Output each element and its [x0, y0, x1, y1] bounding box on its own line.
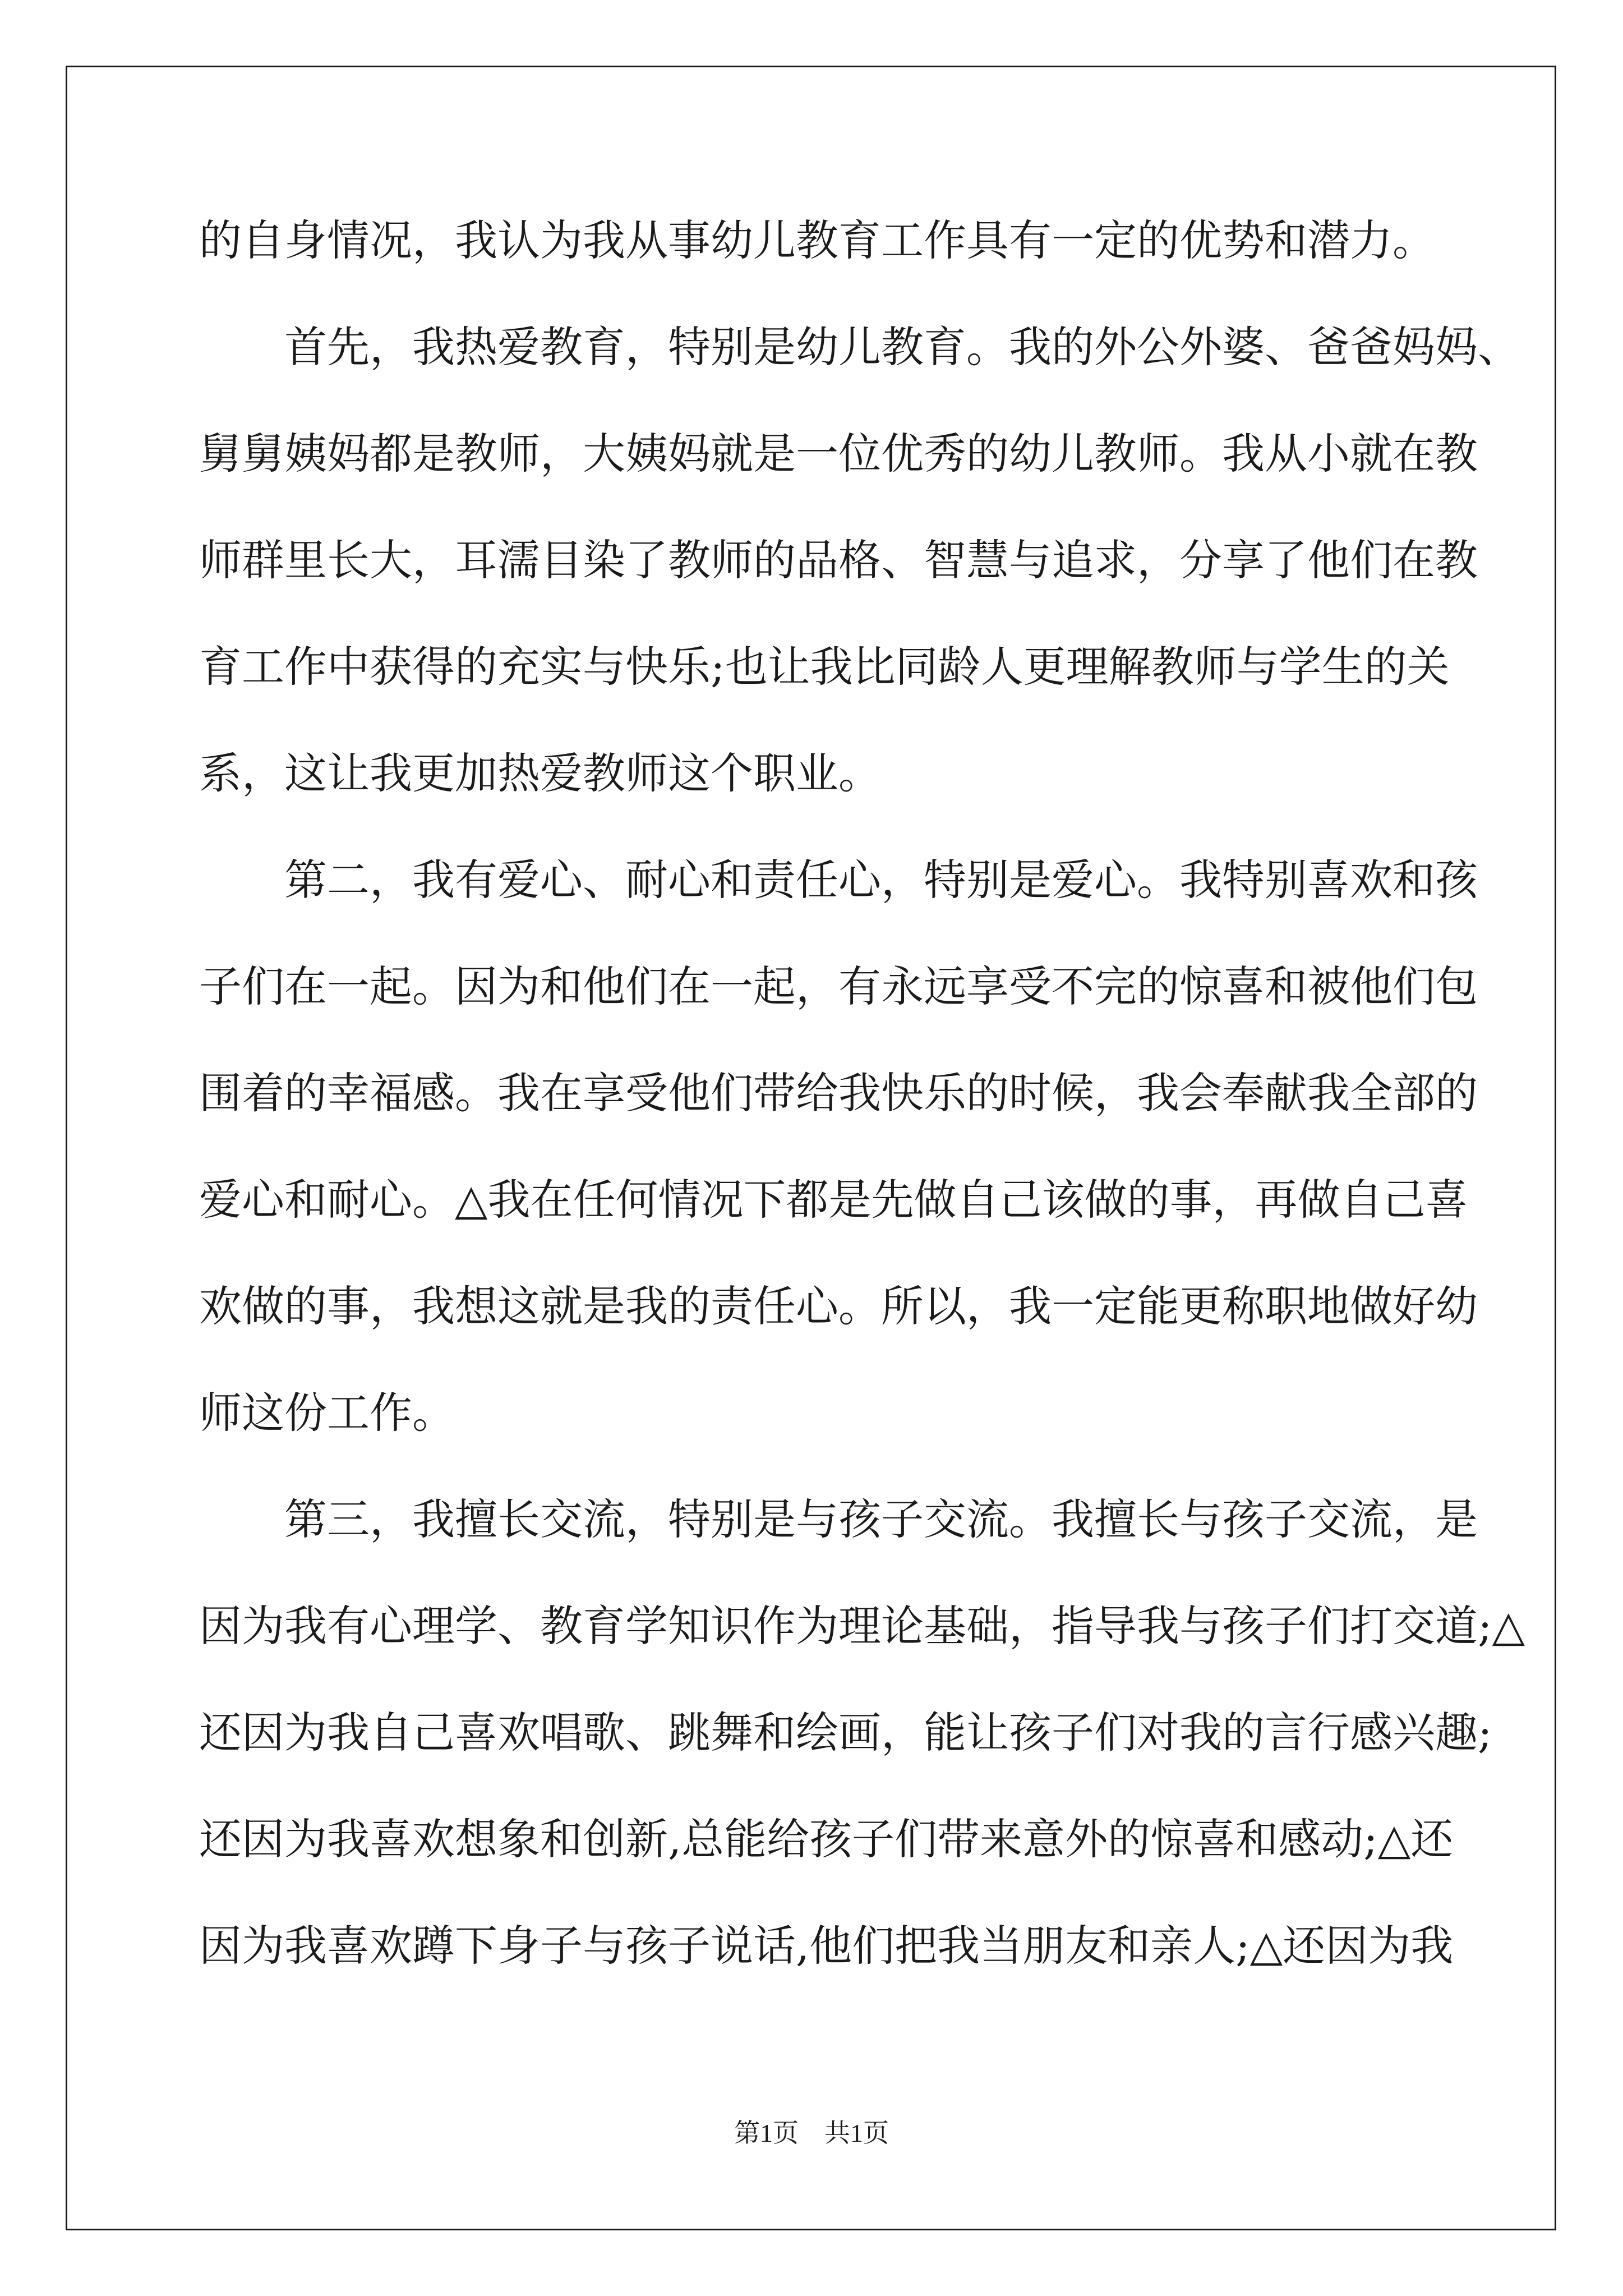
body-line-4: 师群里长大，耳濡目染了教师的品格、智慧与追求，分享了他们在教	[199, 535, 1478, 585]
body-line-8: 子们在一起。因为和他们在一起，有永远享受不完的惊喜和被他们包	[199, 961, 1478, 1011]
body-line-13: 第三，我擅长交流，特别是与孩子交流。我擅长与孩子交流，是	[199, 1494, 1478, 1544]
body-line-1: 的自身情况，我认为我从事幼儿教育工作具有一定的优势和潜力。	[199, 215, 1435, 265]
body-line-7: 第二，我有爱心、耐心和责任心，特别是爱心。我特别喜欢和孩	[199, 855, 1478, 905]
body-line-3: 舅舅姨妈都是教师，大姨妈就是一位优秀的幼儿教师。我从小就在教	[199, 429, 1478, 478]
body-line-16: 还因为我喜欢想象和创新,总能给孩子们带来意外的惊喜和感动;△还	[199, 1814, 1454, 1864]
page-frame	[66, 66, 1556, 2230]
body-line-15: 还因为我自己喜欢唱歌、跳舞和绘画，能让孩子们对我的言行感兴趣;	[199, 1708, 1492, 1757]
body-line-11: 欢做的事，我想这就是我的责任心。所以，我一定能更称职地做好幼	[199, 1281, 1478, 1331]
body-line-17: 因为我喜欢蹲下身子与孩子说话,他们把我当朋友和亲人;△还因为我	[199, 1921, 1454, 1971]
body-line-6: 系，这让我更加热爱教师这个职业。	[199, 748, 881, 798]
page-number-footer: 第1页 共1页	[734, 2119, 889, 2147]
body-line-2: 首先，我热爱教育，特别是幼儿教育。我的外公外婆、爸爸妈妈、	[199, 322, 1520, 372]
body-line-9: 围着的幸福感。我在享受他们带给我快乐的时候，我会奉献我全部的	[199, 1068, 1478, 1118]
body-line-14: 因为我有心理学、教育学知识作为理论基础，指导我与孩子们打交道;△	[199, 1601, 1525, 1651]
body-line-10: 爱心和耐心。△我在任何情况下都是先做自己该做的事，再做自己喜	[199, 1175, 1468, 1225]
body-line-12: 师这份工作。	[199, 1388, 455, 1438]
body-line-5: 育工作中获得的充实与快乐;也让我比同龄人更理解教师与学生的关	[199, 642, 1450, 692]
